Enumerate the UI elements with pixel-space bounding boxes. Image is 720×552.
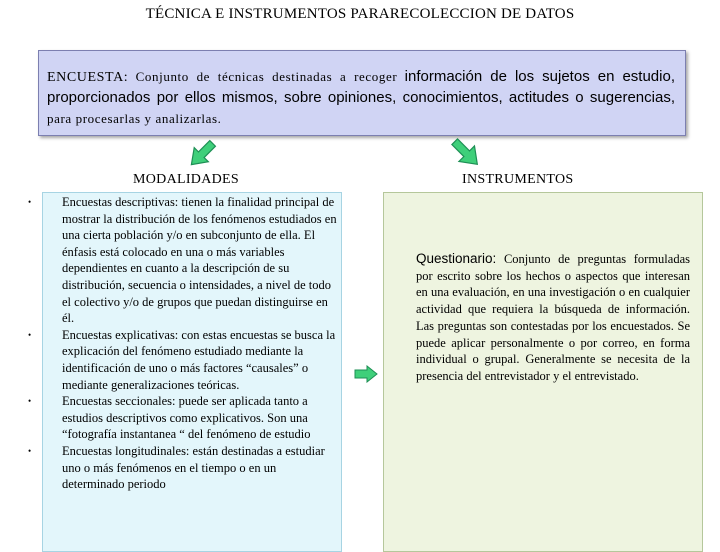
encuesta-box [38,50,686,136]
bullet-icon: • [28,396,32,407]
encuesta-text-part2: información de los sujetos en estudio, proporcionados por ellos mismos, sobre opiniones, conocimientos, actitudes o sugerencias, [47,68,675,106]
modalidades-list [28,194,340,493]
arrow-down-left-icon [184,137,220,171]
questionario-text: Conjunto de preguntas formuladas por escrito sobre los hechos o aspectos que interesan en una evaluación, en una investigación o en cualquier actividad que requiera la búsqueda de información. Las preguntas son contestadas por los encuestados. Se puede aplicar personalmente o por correo, en forma individual o grupal. Generalmente se necesita de la presencia del entrevistador y el entrevistado. [416,252,690,383]
bullet-icon: • [28,197,32,207]
encuesta-label: ENCUESTA: [47,70,129,85]
list-item [28,194,340,327]
list-item-text: Encuestas explicativas: con estas encuestas se busca la explicación del fenómeno estudiado mediante la identificación de uno o más factores “causales” o mediante generalizaciones teóricas. [62,327,336,392]
questionario-label: Questionario: [416,251,497,266]
bullet-icon: • [28,445,32,456]
bullet-icon: • [28,329,32,340]
encuesta-text-part1: Conjunto de técnicas destinadas a recoger [135,69,398,84]
list-item [28,393,340,443]
list-item [28,327,340,393]
instrumentos-description [416,251,690,385]
arrow-right-icon [354,365,378,383]
arrow-down-right-icon [446,135,486,171]
list-item-text: Encuestas descriptivas: tienen la finalidad principal de mostrar la distribución de los fenómenos estudiados en una cierta población y/o en subconjunto de ella. El énfasis está colocado en una o más variables dependientes en cuanto a la descripción de su distribución, secuencia o intensidades, a nivel de todo el colectivo y/o de grupos que puedan distinguirse en él. [62,195,337,326]
list-item [28,443,340,493]
instrumentos-heading: INSTRUMENTOS [462,172,574,187]
modalidades-heading: MODALIDADES [133,172,239,187]
list-item-text: Encuestas seccionales: puede ser aplicada tanto a estudios descriptivos como explicativos. Son una “fotografía instantanea “ del fenómeno de estudio [62,394,311,442]
list-item-text: Encuestas longitudinales: están destinadas a estudiar uno o más fenómenos en el tiempo o en un determinado periodo [62,443,325,492]
page-title: TÉCNICA E INSTRUMENTOS PARARECOLECCION DE DATOS [145,6,575,22]
encuesta-text-part3: para procesarlas y analizarlas. [47,111,222,126]
